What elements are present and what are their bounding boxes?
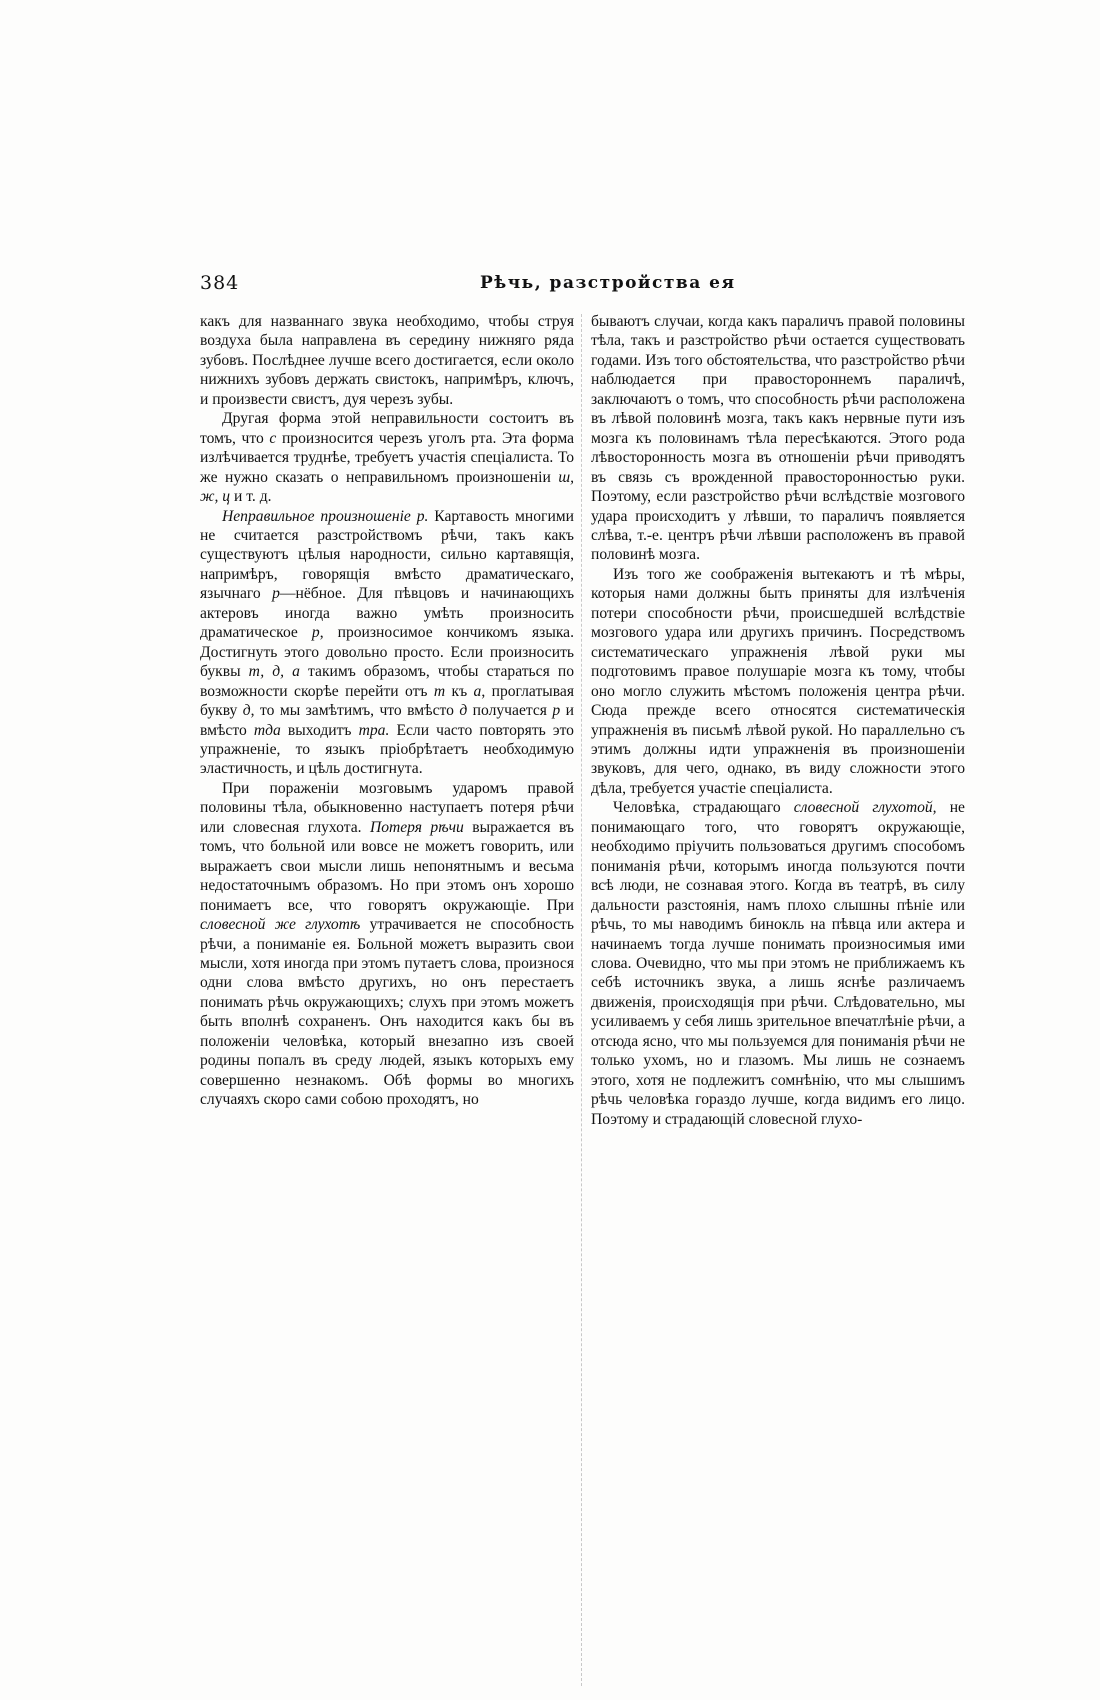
term-emphasis: словесной же глухотѣ [200,916,361,934]
text-run: —нёбное. Для пѣвцовъ и начинающихъ актеровъ иногда важно умѣть произносить драматическое [200,585,575,642]
letter-example: а [473,682,482,700]
page-title: Рѣчь, разстройства ея [480,273,736,293]
text-run: къ [445,682,474,700]
text-run: Картавость многими не считается разстройствомъ рѣчи, такъ какъ существуютъ цѣлыя народности, сильно картавящія, напримѣръ, говорящія вмѣсто драматическаго, язычнаго [200,507,574,603]
text-run: , то мы замѣтимъ, что вмѣсто [250,702,460,720]
section-heading: Неправильное произношеніе р. [222,507,429,525]
right-column [591,312,965,1129]
text-run: и вмѣсто [200,702,574,739]
letter-example: р [311,624,320,642]
paragraph-treatment: Изъ того же соображенія вытекаютъ и тѣ мѣры, которыя нами должны быть приняты для излѣченія потери способности рѣчи, происшедшей вслѣдствіе мозгового удара или другихъ причинъ. Посредствомъ систематическаго упражненія лѣвой руки мы подготовимъ правое полушаріе мозга къ тому, чтобы оно могло служить мѣстомъ положенія центра рѣчи. Сюда прежде всего относятся систематическія упражненія въ письмѣ лѣвой рукой. Но параллельно съ этимъ должны идти упражненія въ произношеніи звуковъ, для чего, однако, въ виду сложности этого дѣла, требуется участіе спеціалиста. [591,565,965,797]
paragraph-incorrect-r [200,507,574,779]
text-run: Человѣка, страдающаго [613,799,794,817]
text-run: не понимающаго того, что говорятъ окружающіе, необходимо пріучить пользоваться другимъ способомъ пониманія рѣчи, которымъ иногда пользуются почти всѣ люди, не сознавая этого. Когда въ театрѣ, въ силу дальности разстоянія, намъ плохо слышны пѣніе или рѣчь, то мы наводимъ бинокль на пѣвца или актера и начинаемъ тогда лучше понимать произносимыя ими слова. Очевидно, что мы при этомъ не приближаемъ къ себѣ источникъ звука, а лишь яснѣе различаемъ движенія, происходящія при рѣчи. Слѣдовательно, мы усиливаемъ у себя лишь зрительное впечатлѣніе рѣчи, а отсюда ясно, что мы пользуемся для пониманія рѣчи не только ухомъ, но и глазомъ. Мы лишь не сознаемъ этого, хотя не подлежитъ сомнѣнію, что мы слышимъ рѣчь человѣка гораздо лучше, когда видимъ его лицо. Поэтому и страдающій словесной глухо- [591,799,965,1128]
letter-example: с [269,429,277,447]
paragraph-paralysis-continuation: бываютъ случаи, когда какъ параличъ правой половины тѣла, такъ и разстройство рѣчи остается существовать годами. Изъ того обстоятельства, что разстройство рѣчи наблюдается при правостороннемъ параличѣ, заключаютъ о томъ, что способность рѣчи расположена въ лѣвой половинѣ мозга, такъ какъ нервные пути изъ мозга къ половинамъ тѣла пересѣкаются. Этого рода лѣвосторонность мозга въ отношеніи рѣчи приводятъ въ связь съ врожденной правосторонностью руки. Поэтому, если разстройство рѣчи вслѣдствіе мозгового удара происходитъ у лѣвши, то параличъ появляется слѣва, т.-е. центръ рѣчи лѣвши расположенъ въ правой половинѣ мозга. [591,313,965,564]
letter-example: т [433,682,446,700]
text-run: произносится черезъ уголъ рта. Эта форма излѣчивается труднѣе, требуетъ участія спеціалиста. То же нужно сказать о неправильномъ произношеніи [200,429,575,486]
letter-example: р [272,585,280,603]
left-column [200,312,574,1110]
paragraph-verbal-deafness [591,798,965,1129]
letter-example: тда [253,721,281,739]
letter-example: ш, ж, ц [200,468,574,506]
letter-example: д [459,702,468,720]
text-run: такимъ образомъ, чтобы стараться по возможности скорѣе перейти отъ [200,663,574,700]
letter-example: тра. [358,721,390,739]
text-run: получается [467,702,553,720]
text-run: выходитъ [280,721,359,739]
term-emphasis: Потеря рѣчи [369,818,464,836]
text-run: Если часто повторять это упражненіе, то языкъ пріобрѣтаетъ необходимую эластичность, и цѣль достигнута. [200,721,574,778]
text-run: утрачивается не способность рѣчи, а пониманіе ея. Больной можетъ выразить свои мысли, хотя иногда при этомъ путаетъ слова, произнося одни слова вмѣсто другихъ, но онъ перестаетъ понимать рѣчь окружающихъ; слухъ при этомъ можетъ быть вполнѣ сохраненъ. Онъ находится какъ бы въ положеніи человѣка, который внезапно изъ своей родины попалъ въ среду людей, языкъ которыхъ ему совершенно незнакомъ. Обѣ формы во многихъ случаяхъ скоро сами собою проходятъ, но [200,916,574,1109]
paragraph-stroke-aphasia [200,779,574,1110]
page-number: 384 [200,272,240,294]
text-run: и т. д. [230,488,272,506]
text-run: , проглатывая букву [200,682,574,720]
paragraph-sound-s-continuation: какъ для названнаго звука необходимо, чтобы струя воздуха была направлена въ середину нижняго ряда зубовъ. Послѣднее лучше всего достигается, если около нижнихъ зубовъ держать свистокъ, напримѣръ, ключъ, и произвести свистъ, дуя черезъ зубы. [200,313,574,408]
letter-example: д [242,702,251,720]
text-run: При пораженіи мозговымъ ударомъ правой половины тѣла, обыкновенно наступаетъ потеря рѣчи или словесная глухота. [200,779,574,836]
paragraph-lateral-s [200,409,574,506]
text-run: выражается въ томъ, что больной или вовсе не можетъ говорить, или выражаетъ свои мысли лишь непонятнымъ и весьма недостаточнымъ образомъ. Но при этомъ онъ хорошо понимаетъ все, что говорятъ окружающіе. При [200,818,574,914]
letter-example: т, д, а [248,663,300,681]
column-divider [581,314,582,1686]
text-run: Другая форма этой неправильности состоитъ въ томъ, что [200,410,574,447]
letter-example: р [552,702,561,720]
term-emphasis: словесной глухотой, [793,799,937,817]
running-head [200,272,970,302]
text-run: , произносимое кончикомъ языка. Достигнуть этого довольно просто. Если произносить буквы [200,624,574,681]
